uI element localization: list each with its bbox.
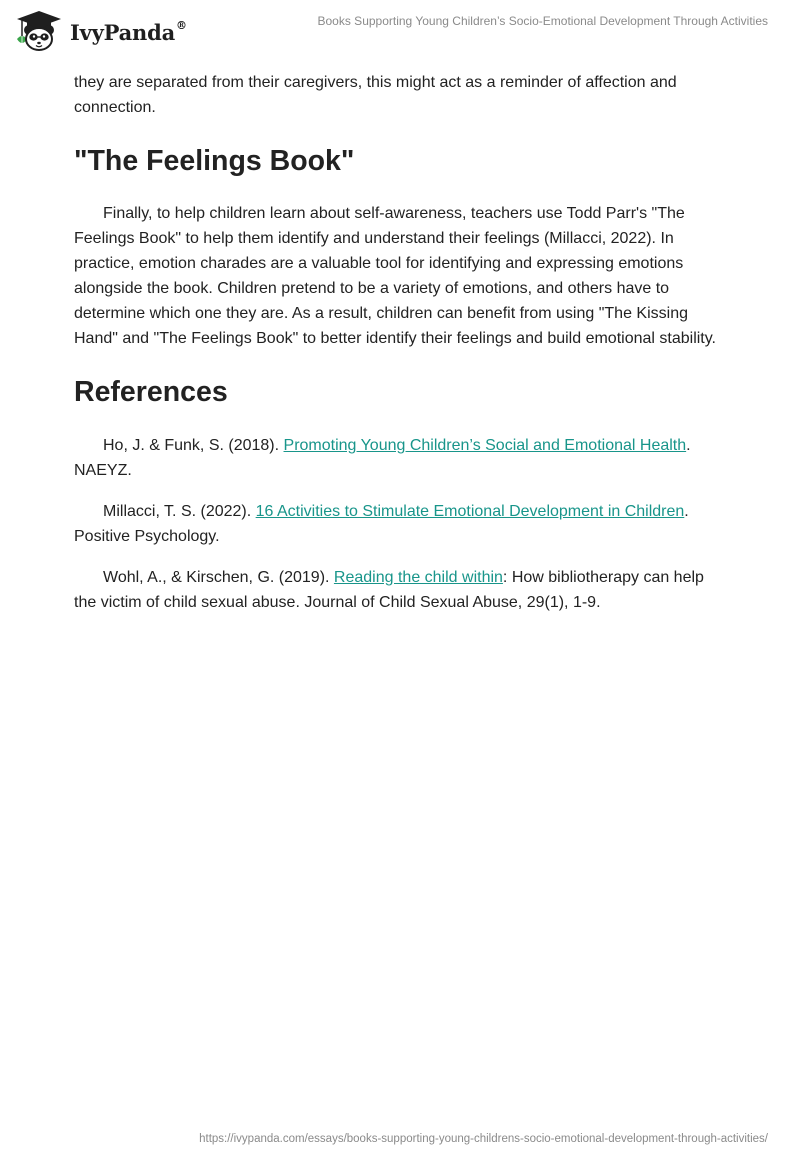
reference-link[interactable]: 16 Activities to Stimulate Emotional Development in Children	[255, 503, 685, 520]
intro-paragraph: they are separated from their caregivers, this might act as a reminder of affection and connection.	[74, 74, 677, 116]
reference-link[interactable]: Promoting Young Children’s Social and Emotional Health	[283, 437, 687, 454]
reference-text: Millacci, T. S. (2022).	[103, 503, 256, 520]
document-body	[74, 70, 726, 631]
reference-text: Wohl, A., & Kirschen, G. (2019).	[103, 569, 334, 586]
logo-wordmark: IvyPanda®	[70, 18, 187, 45]
running-title: Books Supporting Young Children’s Socio-Emotional Development Through Activities	[317, 14, 768, 28]
reference-text: : How bibliotherapy can help the victim of child sexual abuse. Journal of Child Sexual Abuse, 29(1), 1-9.	[74, 569, 704, 611]
reference-text: . NAEYZ.	[74, 437, 691, 479]
panda-graduate-icon	[14, 9, 64, 53]
registered-mark: ®	[176, 18, 187, 32]
reference-item	[74, 565, 726, 615]
page-header	[0, 0, 800, 60]
footer-url[interactable]: https://ivypanda.com/essays/books-supporting-young-childrens-socio-emotional-development-through-activities/	[199, 1133, 768, 1145]
feelings-paragraph: Finally, to help children learn about self-awareness, teachers use Todd Parr's "The Feelings Book" to help them identify and understand their feelings (Millacci, 2022). In practice, emotion charades are a valuable tool for identifying and expressing emotions alongside the book. Children pretend to be a variety of emotions, and others have to determine which one they are. As a result, children can benefit from using "The Kissing Hand" and "The Feelings Book" to better identify their feelings and build emotional stability.	[74, 205, 716, 347]
reference-link[interactable]: Reading the child within	[333, 569, 503, 586]
reference-text: . Positive Psychology.	[74, 503, 689, 545]
section-heading-feelings-book: "The Feelings Book"	[74, 145, 355, 177]
section-heading-references: References	[74, 376, 228, 408]
reference-text: Ho, J. & Funk, S. (2018).	[103, 437, 284, 454]
reference-item	[74, 499, 726, 549]
reference-item	[74, 433, 726, 483]
ivypanda-logo[interactable]	[14, 8, 187, 54]
